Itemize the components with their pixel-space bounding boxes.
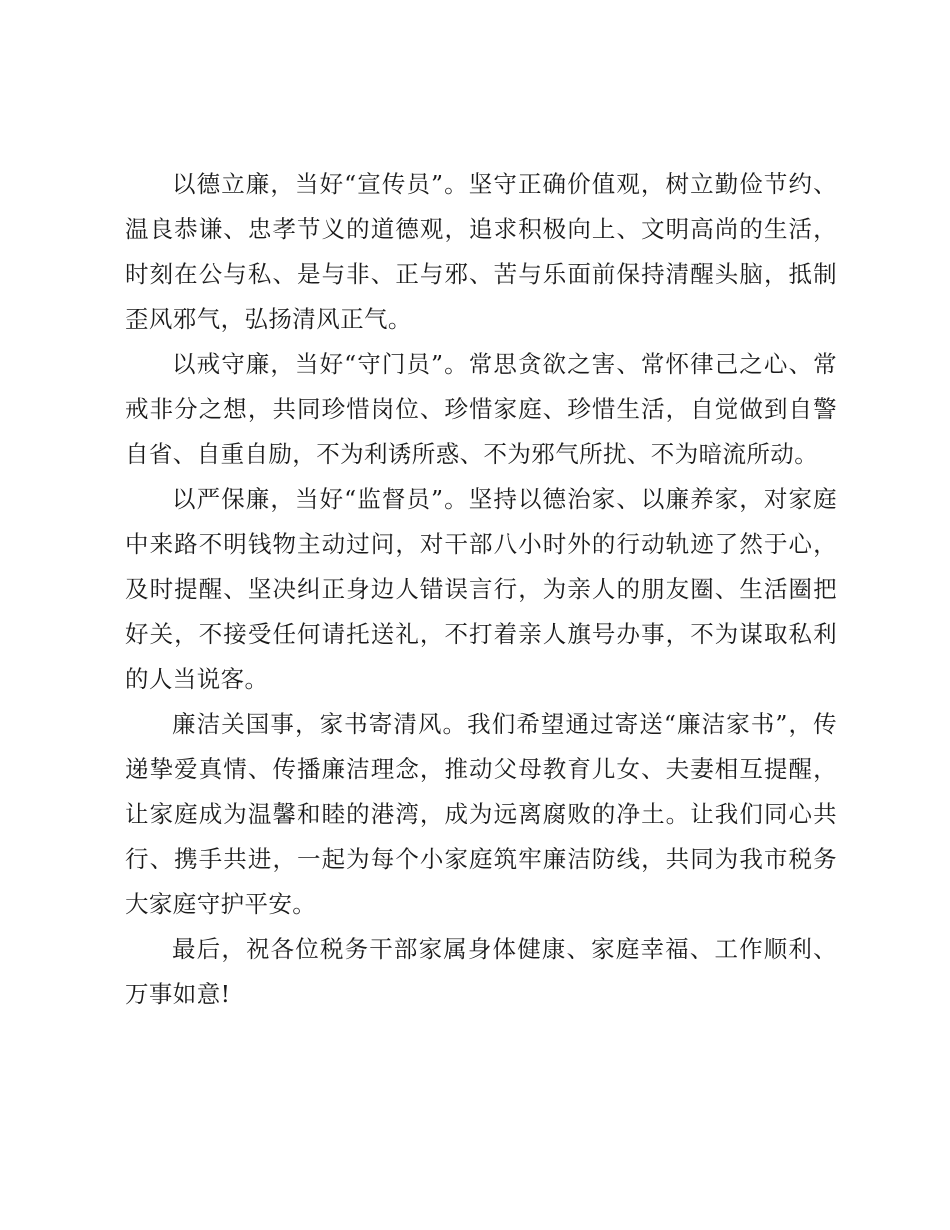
paragraph-integrity-by-strictness: 以严保廉，当好“监督员”。坚持以德治家、以廉养家，对家庭中来路不明钱物主动过问，对干部八小时外的行动轨迹了然于心，及时提醒、坚决纠正身边人错误言行，为亲人的朋友圈、生活圈把好关，不接受任何请托送礼，不打着亲人旗号办事，不为谋取私利的人当说客。 [125,485,837,693]
paragraph-family-letter: 廉洁关国事，家书寄清风。我们希望通过寄送“廉洁家书”，传递挚爱真情、传播廉洁理念，推动父母教育儿女、夫妻相互提醒，让家庭成为温馨和睦的港湾，成为远离腐败的净土。让我们同心共行、携手共进，一起为每个小家庭筑牢廉洁防线，共同为我市税务大家庭守护平安。 [125,710,837,918]
document-body [125,162,837,1017]
paragraph-integrity-by-discipline: 以戒守廉，当好“守门员”。常思贪欲之害、常怀律己之心、常戒非分之想，共同珍惜岗位、珍惜家庭、珍惜生活，自觉做到自警自省、自重自励，不为利诱所惑、不为邪气所扰、不为暗流所动。 [125,350,837,468]
paragraph-integrity-by-virtue: 以德立廉，当好“宣传员”。坚守正确价值观，树立勤俭节约、温良恭谦、忠孝节义的道德观，追求积极向上、文明高尚的生活，时刻在公与私、是与非、正与邪、苦与乐面前保持清醒头脑，抵制歪风邪气，弘扬清风正气。 [125,170,837,333]
paragraph-closing-wishes: 最后，祝各位税务干部家属身体健康、家庭幸福、工作顺利、万事如意! [125,935,837,1008]
